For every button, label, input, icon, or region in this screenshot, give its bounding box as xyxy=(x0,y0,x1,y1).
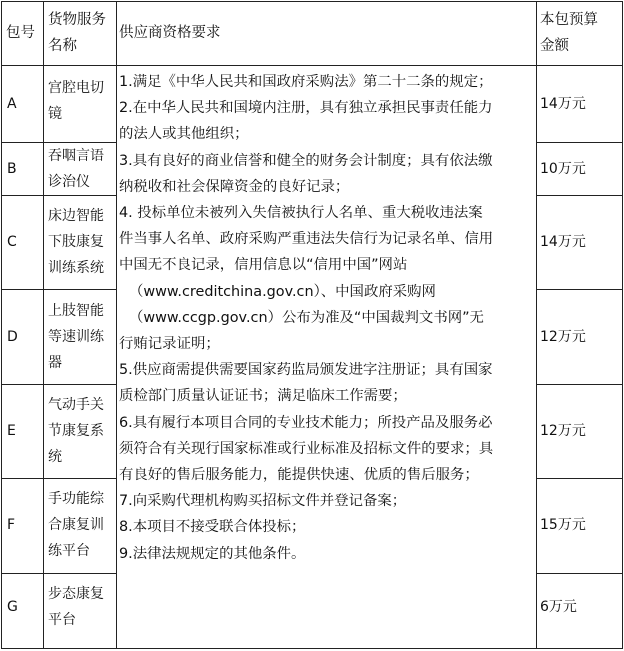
requirement-line: 5.供应商需提供需要国家药监局颁发进字注册证；具有国家 xyxy=(119,362,493,379)
grid-line xyxy=(1,573,117,574)
requirement-line: 有良好的售后服务能力，能提供快速、优质的售后服务； xyxy=(119,467,479,484)
grid-line xyxy=(536,1,537,649)
item-name: 床边智能 下肢康复 训练系统 xyxy=(48,208,104,276)
requirement-line: 的法人或其他组织； xyxy=(119,126,249,143)
package-id: D xyxy=(7,329,18,345)
requirement-line: （www.creditchina.gov.cn）、中国政府采购网 xyxy=(129,283,436,300)
item-name: 手功能综 合康复训 练平台 xyxy=(48,491,104,559)
budget-amount: 15万元 xyxy=(540,517,586,533)
package-id: C xyxy=(7,234,17,250)
grid-line xyxy=(536,573,623,574)
budget-amount: 14万元 xyxy=(540,234,586,250)
grid-line xyxy=(536,289,623,290)
requirement-line: 6.具有履行本项目合同的专业技术能力；所投产品及服务必 xyxy=(119,414,493,431)
budget-amount: 14万元 xyxy=(540,96,586,112)
procurement-table xyxy=(1,1,623,649)
package-id: E xyxy=(7,423,16,439)
requirement-line: 7.向采购代理机构购买招标文件并登记备案； xyxy=(119,493,407,510)
requirement-line: 件当事人名单、政府采购严重违法失信行为记录名单、信用 xyxy=(119,231,494,248)
requirement-line: 2.在中华人民共和国境内注册，具有独立承担民事责任能力 xyxy=(119,100,493,117)
requirement-line: 质检部门质量认证证书；满足临床工作需要； xyxy=(119,388,407,405)
package-id: A xyxy=(7,96,17,112)
requirement-line: 9.法律法规规定的其他条件。 xyxy=(119,545,306,562)
grid-line xyxy=(536,384,623,385)
supplier-requirements-text xyxy=(119,69,535,567)
requirement-line: 4. 投标单位未被列入失信被执行人名单、重大税收违法案 xyxy=(119,205,483,222)
budget-amount: 6万元 xyxy=(540,599,577,615)
grid-line xyxy=(536,478,623,479)
item-name: 步态康复 平台 xyxy=(48,586,104,628)
header-package-no: 包号 xyxy=(6,25,35,41)
grid-line xyxy=(1,384,117,385)
requirement-line: 1.满足《中华人民共和国政府采购法》第二十二条的规定； xyxy=(119,74,493,90)
package-id: B xyxy=(7,161,17,177)
grid-line xyxy=(622,1,623,649)
item-name: 上肢智能 等速训练 器 xyxy=(48,303,104,371)
grid-line xyxy=(1,1,623,2)
header-requirements: 供应商资格要求 xyxy=(119,25,221,41)
grid-line xyxy=(116,1,117,649)
grid-line xyxy=(1,289,117,290)
grid-line xyxy=(43,1,44,649)
requirement-line: 纳税收和社会保障资金的良好记录； xyxy=(119,178,350,195)
header-budget: 本包预算 金额 xyxy=(540,12,598,54)
budget-amount: 12万元 xyxy=(540,423,586,439)
package-id: F xyxy=(7,517,16,533)
grid-line xyxy=(1,65,117,66)
grid-line xyxy=(1,195,117,196)
requirement-line: 3.具有良好的商业信誉和健全的财务会计制度；具有依法缴 xyxy=(119,152,493,169)
requirement-line: 须符合有关现行国家标准或行业标准及招标文件的要求；具 xyxy=(119,440,494,457)
item-name: 气动手关 节康复系 统 xyxy=(48,397,104,465)
budget-amount: 10万元 xyxy=(540,161,586,177)
grid-line xyxy=(1,478,117,479)
grid-line xyxy=(536,195,623,196)
requirement-line: 8.本项目不接受联合体投标； xyxy=(119,519,306,536)
header-item-name: 货物服务 名称 xyxy=(48,12,106,54)
budget-amount: 12万元 xyxy=(540,329,586,345)
grid-line xyxy=(536,142,623,143)
requirement-line: 中国无不良记录，信用信息以“信用中国”网站 xyxy=(119,257,408,274)
grid-line xyxy=(1,648,623,649)
item-name: 宫腔电切 镜 xyxy=(48,80,104,122)
package-id: G xyxy=(7,599,18,615)
item-name: 吞咽言语 诊治仪 xyxy=(48,148,104,190)
grid-line xyxy=(1,1,2,649)
requirement-line: （www.ccgp.gov.cn）公布为准及“中国裁判文书网”无 xyxy=(129,309,484,326)
requirement-line: 行贿记录证明； xyxy=(119,336,220,353)
